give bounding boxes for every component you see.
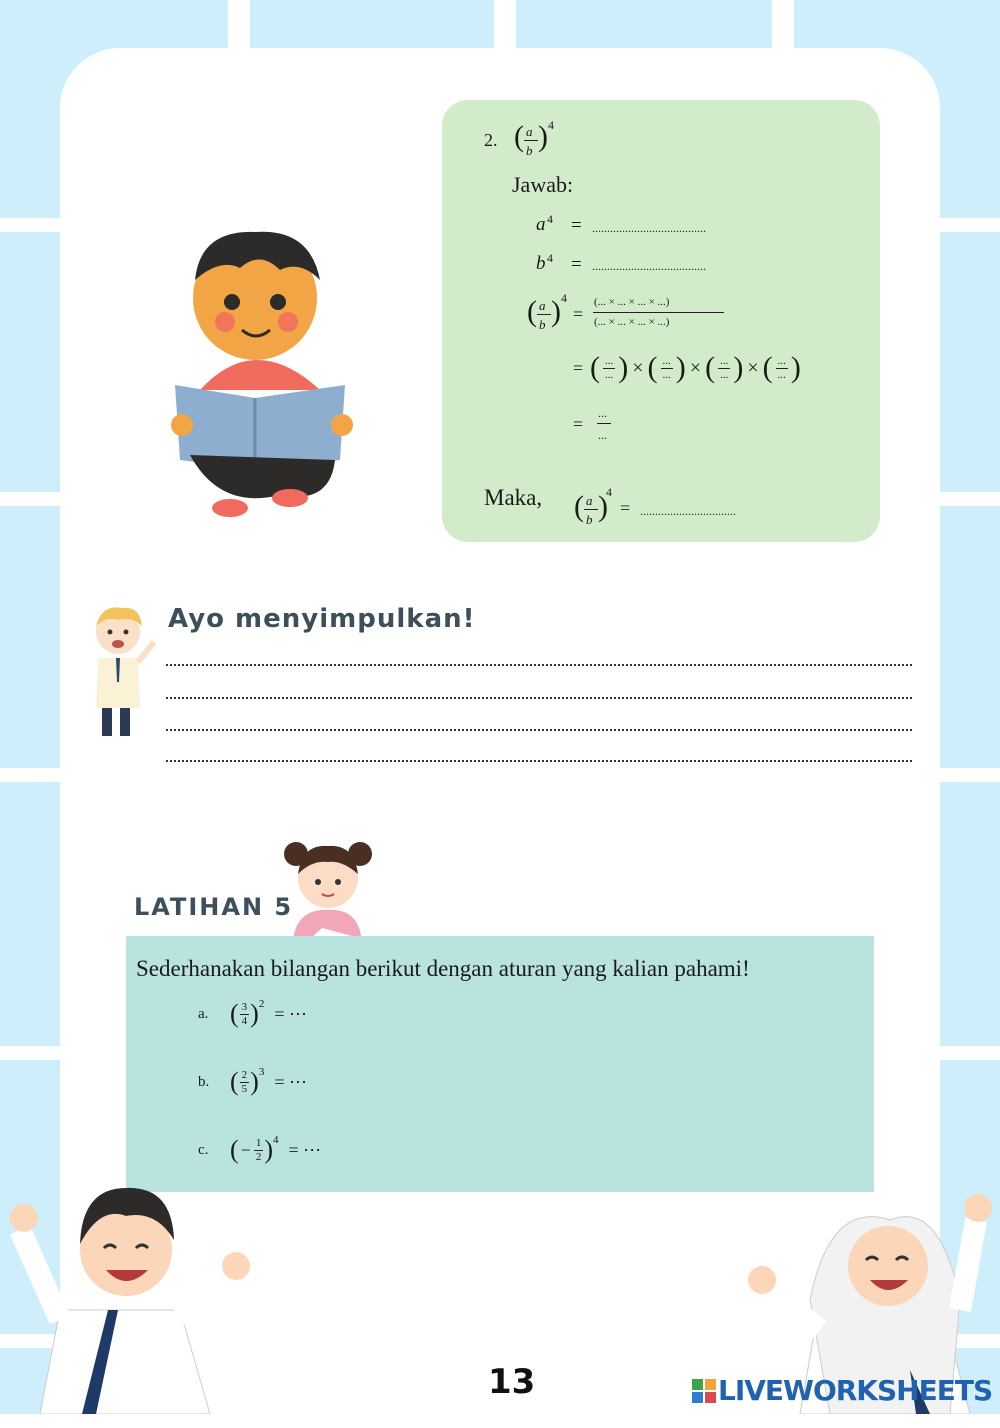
a-variable: a xyxy=(536,214,546,235)
times-sign: × xyxy=(689,356,702,379)
fraction-bar xyxy=(524,140,538,141)
conclusion-line[interactable] xyxy=(166,760,912,762)
exercise-title: LATIHAN 5 xyxy=(134,893,294,921)
writing-girl-illustration xyxy=(282,838,374,948)
liveworksheets-brand: LIVEWORKSHEETS xyxy=(718,1374,993,1407)
fraction-bar xyxy=(584,509,598,510)
answer-blank-maka[interactable]: ................................ xyxy=(640,504,736,518)
factor-fraction-blank[interactable] xyxy=(776,356,788,381)
open-paren: ( xyxy=(230,1135,239,1164)
jawab-label: Jawab: xyxy=(512,172,574,197)
fraction-numerator-blank[interactable]: (... × ... × ... × ...) xyxy=(594,296,670,308)
answer-blank-b[interactable]: ...................................... xyxy=(592,259,706,273)
exercise-item xyxy=(198,1132,321,1168)
open-paren: ( xyxy=(647,351,658,384)
exercise-item-label: c. xyxy=(198,1141,209,1158)
open-paren: ( xyxy=(230,999,239,1028)
equals-sign: = xyxy=(571,215,582,236)
factor-product-row xyxy=(590,348,801,388)
exercise-instruction: Sederhanakan bilangan berikut dengan aturan yang kalian pahami! xyxy=(136,956,750,981)
problem-number: 2. xyxy=(484,130,498,150)
exercise-fraction xyxy=(240,1070,250,1095)
expr-exponent: 4 xyxy=(606,485,612,499)
fraction-denominator: 4 xyxy=(241,1014,248,1027)
factor-fraction-blank[interactable] xyxy=(603,356,615,381)
fraction-denominator: 5 xyxy=(241,1082,248,1095)
factor-denominator[interactable]: ... xyxy=(662,368,671,381)
close-paren: ) xyxy=(733,351,744,384)
close-paren: ) xyxy=(790,351,801,384)
factor-numerator[interactable]: ... xyxy=(720,354,729,367)
answer-blank-a[interactable]: ...................................... xyxy=(592,221,706,235)
result-denominator-blank[interactable]: ... xyxy=(598,428,607,442)
fraction-bar xyxy=(537,314,551,315)
exercise-item-label: a. xyxy=(198,1005,209,1022)
factor-fraction-blank[interactable] xyxy=(661,356,673,381)
close-paren: ) xyxy=(675,351,686,384)
expr-exponent: 4 xyxy=(561,291,567,305)
equals-sign: = xyxy=(573,358,584,378)
pointing-boy-illustration xyxy=(82,602,164,744)
exercise-fraction xyxy=(254,1138,264,1163)
expr-numerator: a xyxy=(526,124,533,139)
liveworksheets-icon xyxy=(692,1379,716,1403)
conclusion-line[interactable] xyxy=(166,664,912,666)
minus-sign: − xyxy=(240,1139,251,1160)
equals-sign: = xyxy=(571,254,582,275)
expr-denominator: b xyxy=(539,317,546,332)
open-paren: ( xyxy=(590,351,600,384)
fraction-numerator: 1 xyxy=(255,1136,262,1149)
expr-denominator: b xyxy=(586,512,593,527)
expr-denominator: b xyxy=(526,143,533,158)
reading-boy-illustration xyxy=(160,220,360,520)
close-paren: ) xyxy=(618,351,629,384)
exercise-item-label: b. xyxy=(198,1073,210,1090)
result-numerator-blank[interactable]: ... xyxy=(598,406,607,420)
expr-exponent: 4 xyxy=(548,118,554,132)
factor-denominator[interactable]: ... xyxy=(720,368,729,381)
maka-label: Maka, xyxy=(484,485,543,510)
cheering-boy-illustration xyxy=(0,1170,260,1414)
equals-sign: = xyxy=(573,414,584,434)
fraction-numerator: 2 xyxy=(241,1068,248,1081)
factor-fraction-blank[interactable] xyxy=(718,356,730,381)
equals-sign: = xyxy=(620,498,631,518)
close-paren: ) xyxy=(538,120,548,153)
factor-numerator[interactable]: ... xyxy=(662,354,671,367)
b-exponent: 4 xyxy=(547,251,553,265)
exercise-answer-blank[interactable]: = ⋯ xyxy=(274,1003,307,1024)
liveworksheets-logo xyxy=(692,1374,992,1407)
exercise-item xyxy=(198,996,307,1032)
conclusion-line[interactable] xyxy=(166,697,912,699)
close-paren: ) xyxy=(264,1135,273,1164)
exponent: 3 xyxy=(258,1066,265,1078)
exercise-answer-blank[interactable]: = ⋯ xyxy=(274,1071,307,1092)
close-paren: ) xyxy=(598,490,608,523)
open-paren: ( xyxy=(574,490,584,523)
close-paren: ) xyxy=(551,295,561,328)
factor-denominator[interactable]: ... xyxy=(605,368,614,381)
exercise-item xyxy=(198,1064,307,1100)
exponent: 4 xyxy=(273,1134,279,1146)
times-sign: × xyxy=(632,356,644,379)
fraction-denominator: 2 xyxy=(255,1150,262,1163)
expr-numerator: a xyxy=(539,298,546,313)
open-paren: ( xyxy=(514,120,524,153)
fraction-bar xyxy=(597,423,611,424)
open-paren: ( xyxy=(762,351,773,384)
open-paren: ( xyxy=(230,1067,239,1096)
factor-denominator[interactable]: ... xyxy=(777,368,786,381)
fraction-denominator-blank[interactable]: (... × ... × ... × ...) xyxy=(594,316,670,328)
a-exponent: 4 xyxy=(547,212,553,226)
conclusion-line[interactable] xyxy=(166,729,912,731)
equals-sign: = xyxy=(573,304,584,324)
fraction-bar xyxy=(593,312,724,313)
exponent: 2 xyxy=(258,998,265,1010)
times-sign: × xyxy=(747,356,759,379)
b-variable: b xyxy=(536,253,546,274)
close-paren: ) xyxy=(250,1067,259,1096)
exercise-fraction xyxy=(240,1002,250,1027)
factor-numerator[interactable]: ... xyxy=(605,354,614,367)
conclude-title: Ayo menyimpulkan! xyxy=(168,604,476,634)
factor-numerator[interactable]: ... xyxy=(777,354,786,367)
open-paren: ( xyxy=(527,295,537,328)
close-paren: ) xyxy=(250,999,259,1028)
open-paren: ( xyxy=(705,351,716,384)
expr-numerator: a xyxy=(586,493,593,508)
page-number: 13 xyxy=(488,1362,536,1402)
fraction-numerator: 3 xyxy=(241,1000,248,1013)
exercise-answer-blank[interactable]: = ⋯ xyxy=(288,1139,322,1160)
